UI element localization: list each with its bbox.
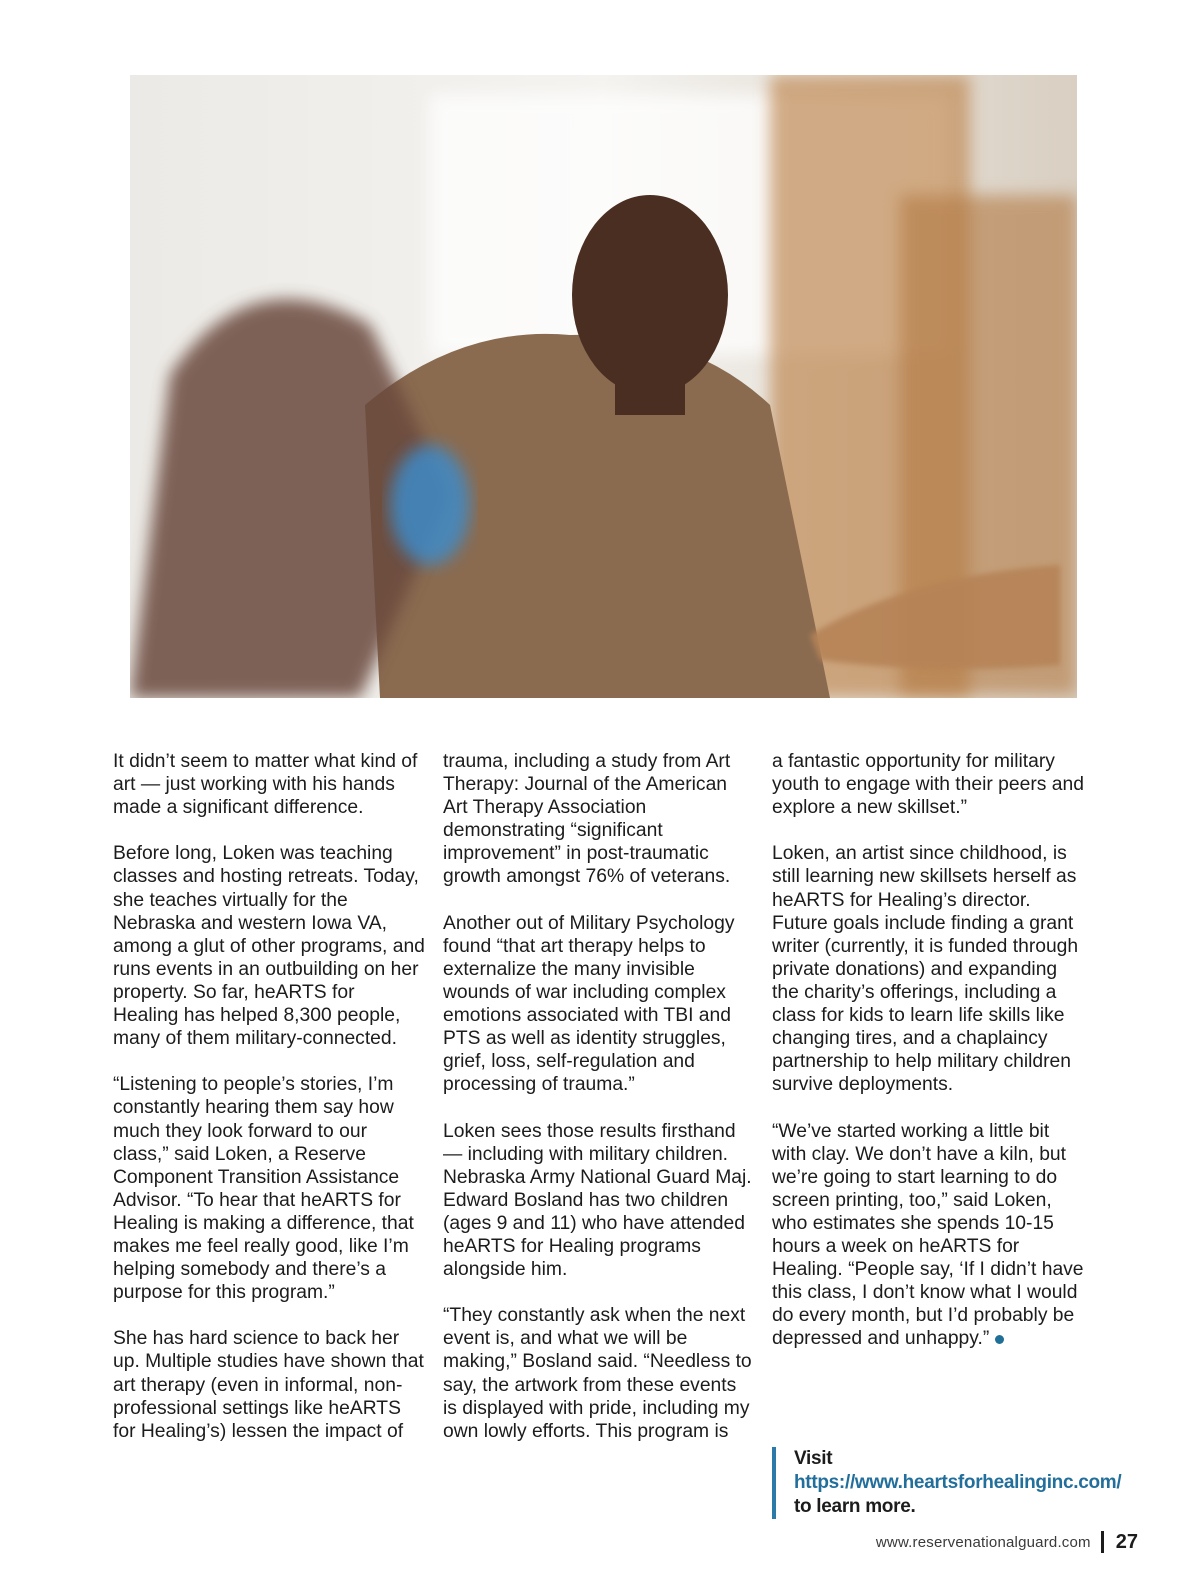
paragraph: Another out of Military Psychology found “that art therapy helps to externalize the many invisible wounds of war including complex emotions associated with TBI and PTS as well as identity struggles, grief, loss, self-regulation and processing of trauma.” <box>443 912 735 1096</box>
paragraph: “Listening to people’s stories, I’m constantly hearing them say how much they look forward to our class,” said Loken, a Reserve Component Transition Assistance Advisor. “To hear that heARTS for Healing is making a difference, that makes me feel really good, like I’m helping somebody and there’s a purpose for this program.” <box>113 1074 414 1304</box>
paragraph: a fantastic opportunity for military youth to engage with their peers and explore a new skillset.” <box>772 751 1084 819</box>
page-number: 27 <box>1115 1530 1138 1553</box>
paragraph: trauma, including a study from Art Therapy: Journal of the American Art Therapy Association demonstrating “significant improvement” in post-traumatic growth amongst 76% of veterans. <box>443 751 731 888</box>
paragraph: Before long, Loken was teaching classes and hosting retreats. Today, she teaches virtually for the Nebraska and western Iowa VA, among a glut of other programs, and runs events in an outbuilding on her property. So far, heARTS for Healing has helped 8,300 people, many of them military-connected. <box>113 843 425 1050</box>
page-footer <box>876 1527 1138 1557</box>
callout-prefix: Visit <box>794 1448 833 1469</box>
visit-website-callout <box>772 1447 1122 1519</box>
footer-divider <box>1101 1531 1104 1553</box>
artist-painting-photo <box>130 75 1077 698</box>
photo-illustration <box>130 75 1077 698</box>
paragraph: Loken sees those results firsthand — including with military children. Nebraska Army National Guard Maj. Edward Bosland has two children (ages 9 and 11) who have attended heARTS for Healing programs alongside him. <box>443 1120 752 1281</box>
callout-suffix: to learn more. <box>794 1496 916 1517</box>
article-column-3 <box>772 750 1084 1374</box>
paragraph: Loken, an artist since childhood, is still learning new skillsets herself as heARTS for Healing’s director. Future goals include finding a grant writer (currently, it is funded through private donations) and expanding the charity’s offerings, including a class for kids to learn life skills like changing tires, and a chaplaincy partnership to help military children survive deployments. <box>772 843 1079 1096</box>
paragraph: She has hard science to back her up. Multiple studies have shown that art therapy (even in informal, non-professional settings like heARTS for Healing’s) lessen the impact of <box>113 1328 424 1442</box>
end-mark-dot-icon <box>995 1335 1004 1344</box>
article-column-2 <box>443 750 755 1466</box>
website-link[interactable]: https://www.heartsforhealinginc.com/ <box>794 1472 1122 1493</box>
paragraph: “They constantly ask when the next event is, and what we will be making,” Bosland said. “Needless to say, the artwork from these events is displayed with pride, including my own lowly efforts. This program is <box>443 1305 752 1442</box>
paragraph-final <box>772 1120 1084 1351</box>
paragraph: It didn’t seem to matter what kind of art — just working with his hands made a significant difference. <box>113 751 418 819</box>
footer-website: www.reservenationalguard.com <box>875 1533 1091 1551</box>
paragraph-text: “We’ve started working a little bit with clay. We don’t have a kiln, but we’re going to start learning to do screen printing, too,” said Loken, who estimates she spends 10-15 hours a week on heARTS for Healing. “People say, ‘If I didn’t have this class, I don’t know what I would do every month, but I’d probably be depressed and unhappy.” <box>772 1120 1084 1350</box>
article-column-1 <box>113 750 425 1466</box>
